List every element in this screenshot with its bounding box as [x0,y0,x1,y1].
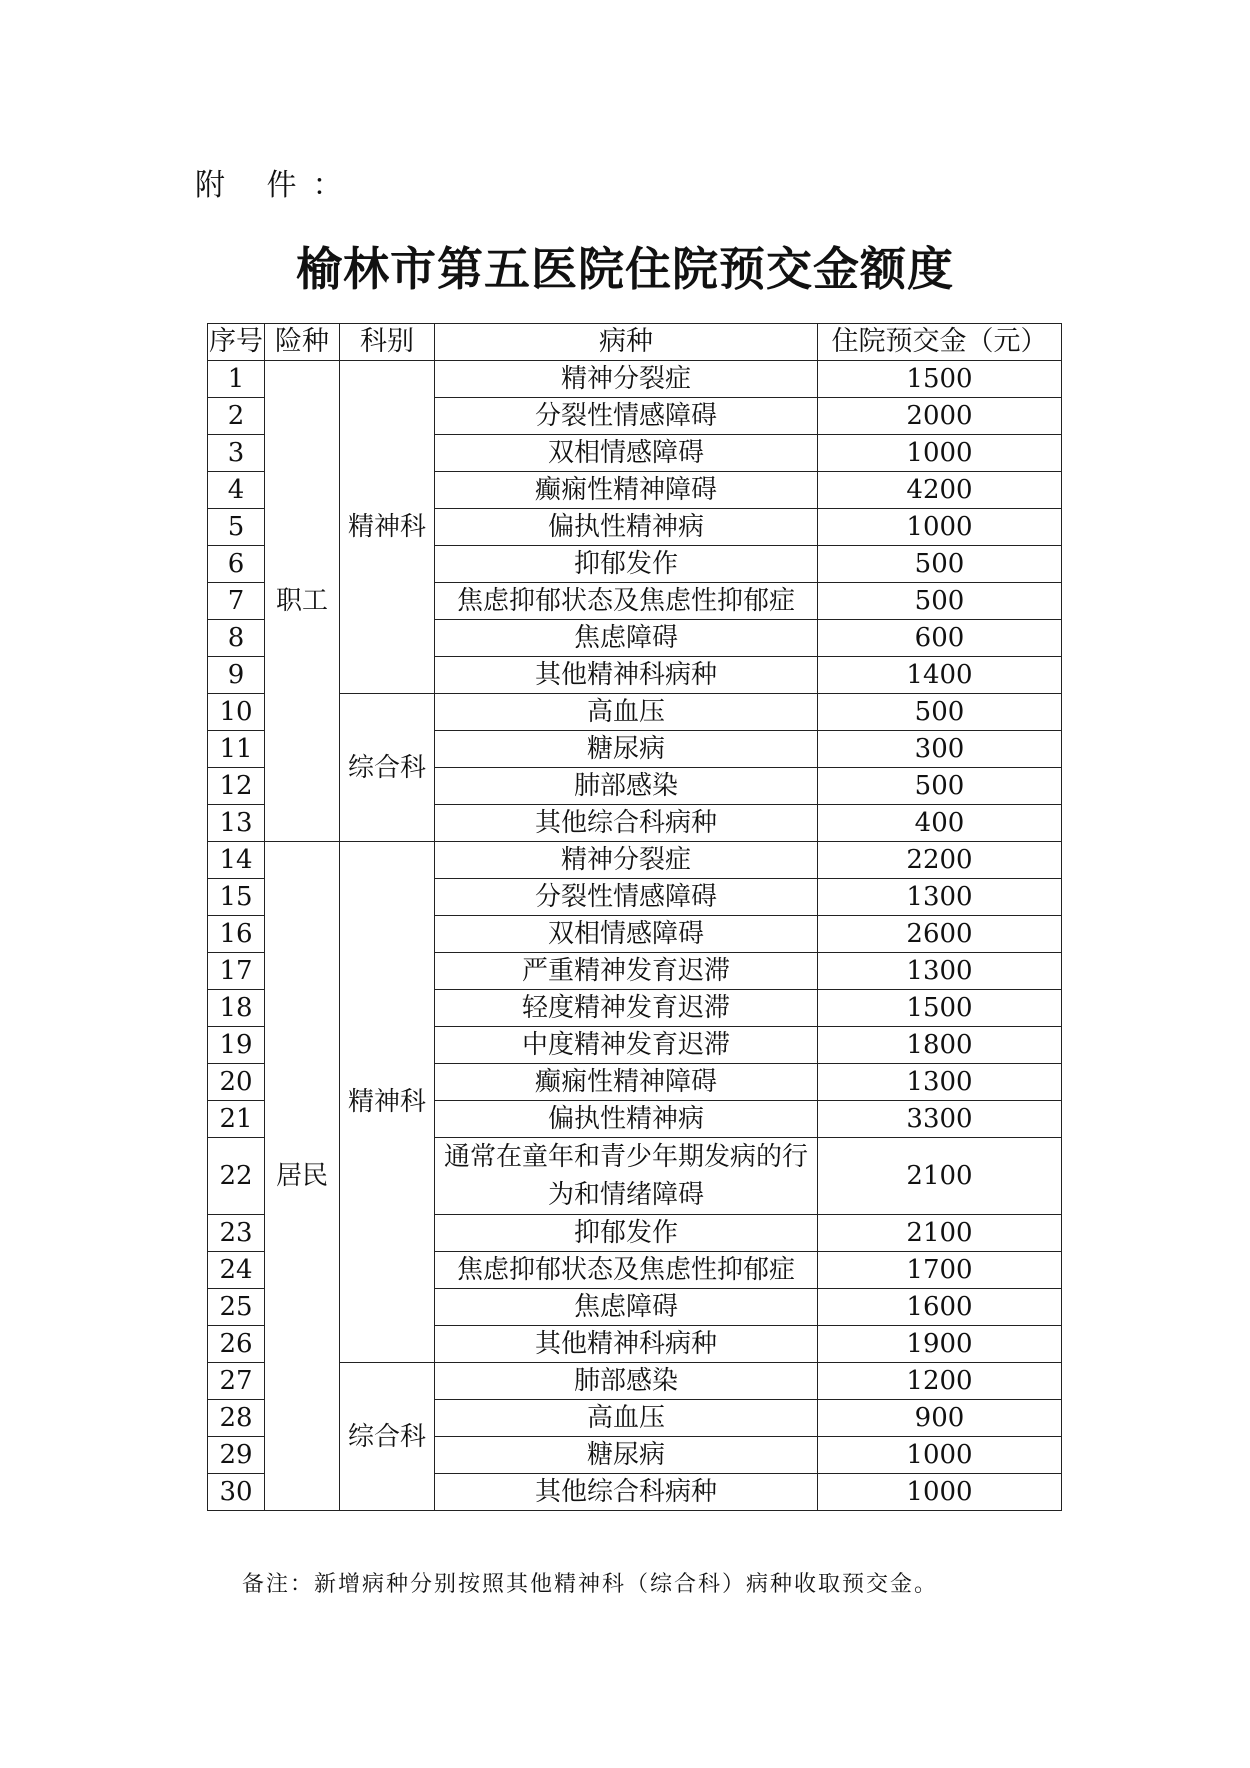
deposit-amount: 500 [818,546,1062,583]
deposit-table [207,323,1062,1511]
deposit-amount: 1000 [818,1474,1062,1511]
department-general: 综合科 [340,694,435,842]
disease-name: 分裂性情感障碍 [435,398,818,435]
disease-name: 抑郁发作 [435,546,818,583]
disease-name: 精神分裂症 [435,361,818,398]
deposit-amount: 1300 [818,953,1062,990]
disease-name: 轻度精神发育迟滞 [435,990,818,1027]
disease-name: 肺部感染 [435,768,818,805]
row-number: 20 [208,1064,265,1101]
column-header-no: 序号 [208,324,265,361]
row-number: 5 [208,509,265,546]
disease-name: 癫痫性精神障碍 [435,472,818,509]
disease-name: 分裂性情感障碍 [435,879,818,916]
table-row [208,842,1062,879]
disease-name: 双相情感障碍 [435,916,818,953]
deposit-amount: 1300 [818,879,1062,916]
disease-name: 糖尿病 [435,1437,818,1474]
deposit-amount: 900 [818,1400,1062,1437]
disease-name: 其他综合科病种 [435,1474,818,1511]
deposit-amount: 1000 [818,435,1062,472]
row-number: 29 [208,1437,265,1474]
department-general: 综合科 [340,1363,435,1511]
column-header-deposit: 住院预交金（元） [818,324,1062,361]
table-header-row [208,324,1062,361]
deposit-amount: 1500 [818,990,1062,1027]
department-psychiatry: 精神科 [340,361,435,694]
department-psychiatry: 精神科 [340,842,435,1363]
deposit-amount: 1300 [818,1064,1062,1101]
disease-name: 通常在童年和青少年期发病的行为和情绪障碍 [435,1138,818,1215]
row-number: 11 [208,731,265,768]
deposit-amount: 300 [818,731,1062,768]
row-number: 13 [208,805,265,842]
deposit-amount: 1700 [818,1252,1062,1289]
row-number: 6 [208,546,265,583]
row-number: 1 [208,361,265,398]
deposit-amount: 2600 [818,916,1062,953]
row-number: 25 [208,1289,265,1326]
disease-name: 焦虑抑郁状态及焦虑性抑郁症 [435,1252,818,1289]
column-header-insurance: 险种 [265,324,340,361]
disease-name: 焦虑抑郁状态及焦虑性抑郁症 [435,583,818,620]
deposit-amount: 1800 [818,1027,1062,1064]
table-row [208,361,1062,398]
attachment-label: 附 件： [195,168,359,203]
column-header-disease: 病种 [435,324,818,361]
deposit-amount: 2100 [818,1138,1062,1215]
deposit-amount: 1900 [818,1326,1062,1363]
footnote: 备注：新增病种分别按照其他精神科（综合科）病种收取预交金。 [242,1572,939,1597]
disease-name: 其他精神科病种 [435,1326,818,1363]
deposit-amount: 500 [818,583,1062,620]
disease-name: 偏执性精神病 [435,1101,818,1138]
disease-name: 其他综合科病种 [435,805,818,842]
deposit-amount: 3300 [818,1101,1062,1138]
row-number: 10 [208,694,265,731]
column-header-department: 科别 [340,324,435,361]
deposit-amount: 400 [818,805,1062,842]
row-number: 24 [208,1252,265,1289]
deposit-amount: 600 [818,620,1062,657]
disease-name: 糖尿病 [435,731,818,768]
disease-name: 抑郁发作 [435,1215,818,1252]
deposit-amount: 1200 [818,1363,1062,1400]
row-number: 8 [208,620,265,657]
insurance-type-employee: 职工 [265,361,340,842]
disease-name: 肺部感染 [435,1363,818,1400]
row-number: 2 [208,398,265,435]
deposit-amount: 1000 [818,509,1062,546]
row-number: 4 [208,472,265,509]
row-number: 3 [208,435,265,472]
row-number: 9 [208,657,265,694]
disease-name: 精神分裂症 [435,842,818,879]
disease-name: 偏执性精神病 [435,509,818,546]
row-number: 21 [208,1101,265,1138]
insurance-type-resident: 居民 [265,842,340,1511]
row-number: 14 [208,842,265,879]
deposit-amount: 500 [818,768,1062,805]
disease-name: 中度精神发育迟滞 [435,1027,818,1064]
row-number: 15 [208,879,265,916]
disease-name: 焦虑障碍 [435,1289,818,1326]
deposit-amount: 1400 [818,657,1062,694]
deposit-amount: 500 [818,694,1062,731]
disease-name: 高血压 [435,694,818,731]
row-number: 12 [208,768,265,805]
row-number: 19 [208,1027,265,1064]
disease-name: 高血压 [435,1400,818,1437]
disease-name: 癫痫性精神障碍 [435,1064,818,1101]
disease-name: 焦虑障碍 [435,620,818,657]
deposit-amount: 1600 [818,1289,1062,1326]
row-number: 17 [208,953,265,990]
deposit-amount: 1500 [818,361,1062,398]
deposit-amount: 1000 [818,1437,1062,1474]
page-title: 榆林市第五医院住院预交金额度 [296,242,954,296]
disease-name: 其他精神科病种 [435,657,818,694]
deposit-amount: 2000 [818,398,1062,435]
row-number: 23 [208,1215,265,1252]
row-number: 30 [208,1474,265,1511]
deposit-amount: 2100 [818,1215,1062,1252]
row-number: 27 [208,1363,265,1400]
row-number: 16 [208,916,265,953]
row-number: 26 [208,1326,265,1363]
disease-name: 双相情感障碍 [435,435,818,472]
disease-name: 严重精神发育迟滞 [435,953,818,990]
row-number: 22 [208,1138,265,1215]
row-number: 7 [208,583,265,620]
deposit-amount: 2200 [818,842,1062,879]
deposit-amount: 4200 [818,472,1062,509]
row-number: 28 [208,1400,265,1437]
row-number: 18 [208,990,265,1027]
